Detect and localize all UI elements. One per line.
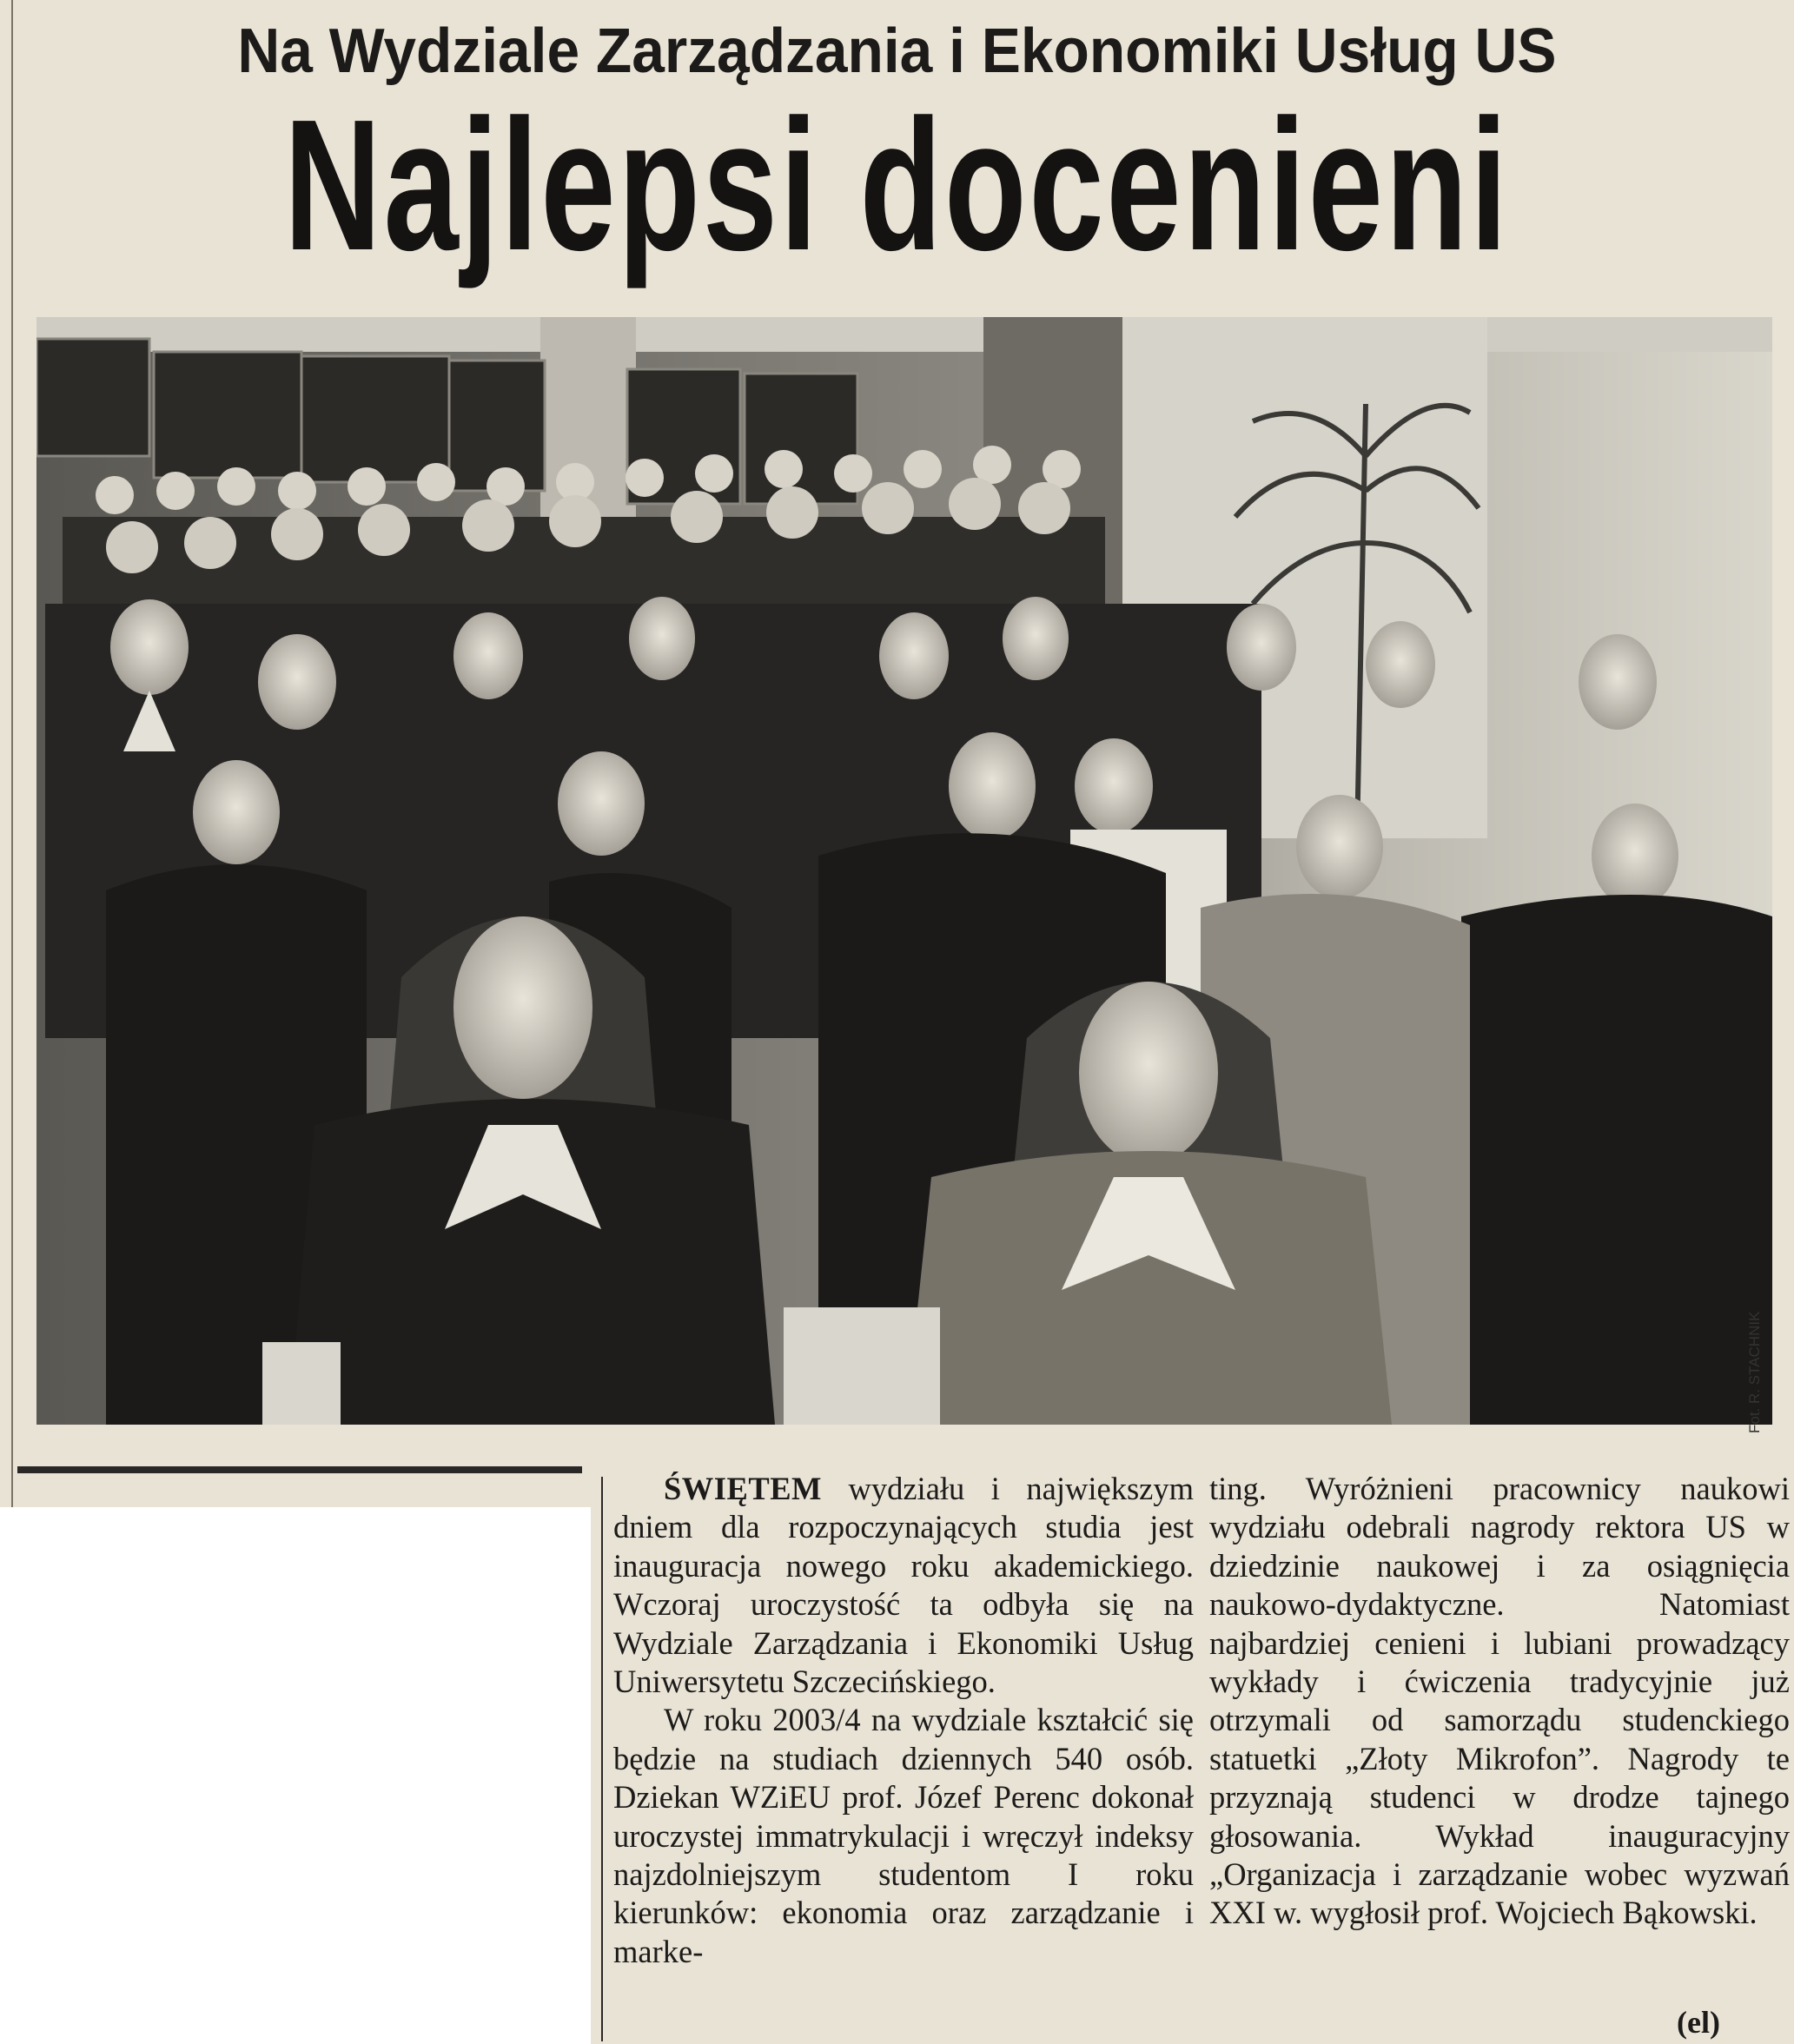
photo-credit: Fot. R. STACHNIK	[1746, 1311, 1763, 1433]
clipping-cutout	[0, 1507, 591, 2044]
article-headline: Najlepsi docenieni	[283, 80, 1511, 289]
column-rule	[601, 1477, 603, 2041]
margin-rule	[11, 0, 13, 1507]
paragraph-1-text: wydziału i największym dniem dla rozpoczynających studia jest inauguracja nowego roku akademickiego. Wczoraj uroczystość ta odbyła się na Wydziale Zarządzania i Ekonomiki Usług Uniwersytetu Szczecińskiego.	[613, 1471, 1194, 1700]
article-photo	[36, 317, 1772, 1425]
article-column-1	[613, 1470, 1194, 1971]
paragraph-2: W roku 2003/4 na wydziale kształcić się będzie na studiach dziennych 540 osób. Dziekan WZiEU prof. Józef Perenc dokonał uroczystej immatrykulacji i wręczył indeksy najzdolniejszym studentom I roku kierunków: ekonomia oraz zarządzanie i marke-	[613, 1702, 1194, 1969]
paragraph-1	[613, 1470, 1194, 1701]
article-kicker: Na Wydziale Zarządzania i Ekonomiki Usług US	[237, 17, 1557, 86]
article-column-2	[1209, 1470, 1790, 1933]
photo-illustration	[36, 317, 1772, 1425]
paragraph-3: ting. Wyróżnieni pracownicy naukowi wydziału odebrali nagrody rektora US w dziedzinie naukowej i za osiągnięcia naukowo-dydaktyczne. Natomiast najbardziej cenieni i lubiani prowadzący wykłady i ćwiczenia tradycyjnie już otrzymali od samorządu studenckiego statuetki „Złoty Mikrofon”. Nagrody te przyznają studenci w drodze tajnego głosowania. Wykład inauguracyjny „Organizacja i zarządzanie wobec wyzwań XXI w. wygłosił prof. Wojciech Bąkowski.	[1209, 1471, 1790, 1931]
section-rule	[17, 1466, 582, 1473]
paragraph-lead: ŚWIĘTEM	[664, 1471, 822, 1506]
author-signature: (el)	[1677, 2005, 1720, 2040]
